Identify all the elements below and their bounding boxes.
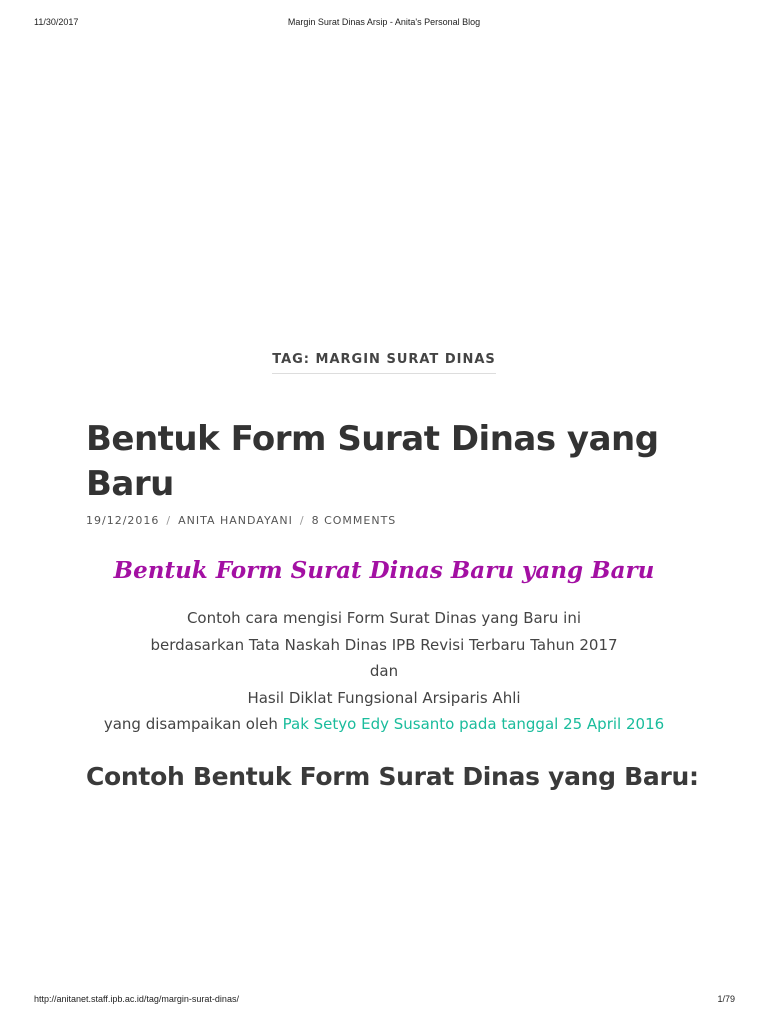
intro-line: Contoh cara mengisi Form Surat Dinas yang Baru ini (186, 609, 582, 627)
post-author-link[interactable]: ANITA HANDAYANI (178, 514, 293, 527)
intro-line: dan (369, 662, 399, 680)
intro-line-prefix: yang disampaikan oleh (103, 715, 283, 733)
meta-separator: / (166, 514, 172, 527)
post-date-link[interactable]: 19/12/2016 (86, 514, 160, 527)
meta-separator: / (299, 514, 305, 527)
print-footer (0, 994, 768, 1008)
post-comments-link[interactable]: 8 COMMENTS (311, 514, 397, 527)
print-header (0, 17, 768, 31)
post-title[interactable]: Bentuk Form Surat Dinas yang Baru (86, 419, 659, 504)
intro-line-last (0, 711, 768, 738)
post-meta (86, 514, 396, 527)
presenter-link[interactable]: Pak Setyo Edy Susanto pada tanggal 25 April 2016 (282, 715, 665, 733)
post-script-heading: Bentuk Form Surat Dinas Baru yang Baru (113, 557, 655, 584)
print-header-date: 11/30/2017 (34, 17, 79, 27)
post-sub-heading: Contoh Bentuk Form Surat Dinas yang Baru: (86, 762, 699, 791)
print-footer-url: http://anitanet.staff.ipb.ac.id/tag/margin-surat-dinas/ (34, 994, 239, 1004)
print-header-title: Margin Surat Dinas Arsip - Anita's Personal Blog (287, 17, 481, 27)
post-intro (0, 605, 768, 738)
intro-line: berdasarkan Tata Naskah Dinas IPB Revisi Terbaru Tahun 2017 (150, 635, 618, 654)
print-footer-page: 1/79 (717, 994, 735, 1004)
archive-tag-text: TAG: MARGIN SURAT DINAS (272, 352, 496, 374)
archive-tag-label (0, 352, 768, 374)
intro-line: Hasil Diklat Fungsional Arsiparis Ahli (247, 688, 521, 707)
